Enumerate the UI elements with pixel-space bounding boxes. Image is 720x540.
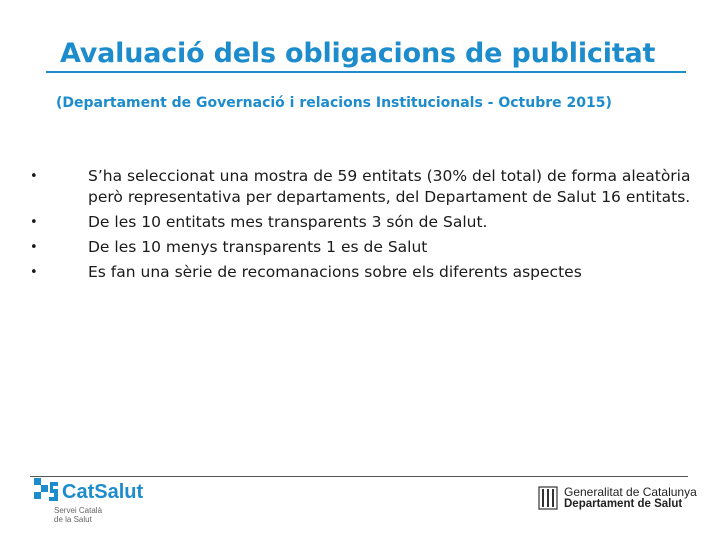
catsalut-logo-icon xyxy=(32,476,60,506)
bullet-icon: • xyxy=(30,215,38,230)
list-item xyxy=(28,237,698,258)
list-item-text: De les 10 entitats mes transparents 3 són de Salut. xyxy=(88,213,488,231)
generalitat-name: Generalitat de Catalunya xyxy=(564,485,697,499)
bullet-icon: • xyxy=(30,169,38,184)
generalitat-logo xyxy=(538,484,698,512)
list-item-text: De les 10 menys transparents 1 es de Salut xyxy=(88,238,428,256)
page-title: Avaluació dels obligacions de publicitat xyxy=(60,38,656,69)
catsalut-subtitle xyxy=(54,506,134,524)
bullet-icon: • xyxy=(30,240,38,255)
catsalut-sub-line1: Servei Català xyxy=(54,506,103,515)
list-item-text: Es fan una sèrie de recomanacions sobre els diferents aspectes xyxy=(88,263,582,281)
catsalut-logo xyxy=(32,476,172,526)
bullet-list xyxy=(28,166,698,287)
generalitat-emblem-icon xyxy=(538,486,558,510)
title-underline xyxy=(46,71,686,73)
list-item xyxy=(28,262,698,283)
bullet-icon: • xyxy=(30,265,38,280)
list-item xyxy=(28,212,698,233)
list-item xyxy=(28,166,698,208)
list-item-text: S’ha seleccionat una mostra de 59 entitats (30% del total) de forma aleatòria però representativa per departaments, del Departament de Salut 16 entitats. xyxy=(88,167,691,206)
catsalut-sub-line2: de la Salut xyxy=(54,515,92,524)
page-subtitle: (Departament de Governació i relacions Institucionals - Octubre 2015) xyxy=(56,95,612,111)
catsalut-name: CatSalut xyxy=(62,481,144,503)
department-name: Departament de Salut xyxy=(564,498,683,510)
